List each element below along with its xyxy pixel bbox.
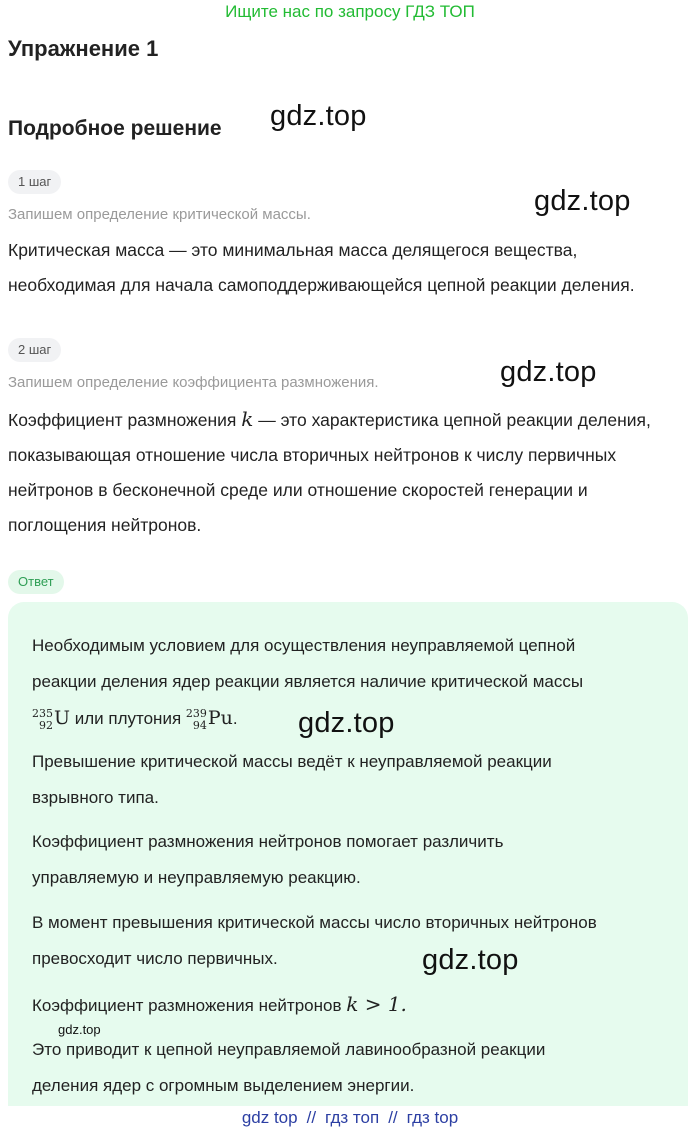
plutonium-isotope-numbers: 239 94 [185,706,207,732]
answer-box [8,602,688,1106]
answer-paragraph-2: Превышение критической массы ведёт к неуправляемой реакции взрывного типа. [32,752,552,807]
step-note-2: Запишем определение коэффициента размножения. [8,374,379,391]
exercise-title: Упражнение 1 [8,36,159,61]
step-text-1 [8,233,696,303]
answer-paragraph-1: Необходимым условием для осуществления неуправляемой цепной реакции деления ядер реакции является наличие критической массы 235 92 U или плутония 239 94 Pu. [32,636,584,732]
answer-badge: Ответ [8,570,64,594]
uranium-isotope-numbers: 235 92 [32,706,53,732]
watermark: gdz.top [270,100,367,132]
step-1-line: необходимая для начала самоподдерживающейся цепной реакции деления. [8,275,635,295]
watermark: gdz.top [422,944,519,976]
watermark-small: gdz.top [58,1022,101,1037]
step-2-line: Коэффициент размножения k — это характеристика цепной реакции деления, [8,407,651,431]
step-2-line: нейтронов в бесконечной среде или отношение скоростей генерации и [8,480,588,500]
k-variable: k [241,407,254,431]
k-inequality: k > 1. [346,992,407,1016]
step-2-line: показывающая отношение числа вторичных нейтронов к числу первичных [8,445,617,465]
answer-paragraph-3: Коэффициент размножения нейтронов помогает различить управляемую и неуправляемую реакцию. [32,832,504,887]
footer-item: гдз top [406,1108,459,1127]
solution-title: Подробное решение [8,117,222,140]
step-badge-1: 1 шаг [8,170,61,194]
step-badge-2: 2 шаг [8,338,61,362]
search-banner: Ищите нас по запросу ГДЗ ТОП [225,2,475,21]
step-note-1: Запишем определение критической массы. [8,206,311,223]
step-1-line: Критическая масса — это минимальная масса делящегося вещества, [8,240,578,260]
footer-item: gdz top [241,1108,298,1127]
step-2-line: поглощения нейтронов. [8,515,202,535]
footer-item: гдз топ [325,1108,380,1127]
watermark: gdz.top [534,185,631,217]
answer-paragraph-6: Это приводит к цепной неуправляемой лавинообразной реакции деления ядер с огромным выделением энергии. [32,1040,546,1095]
uranium-symbol: U [54,707,71,729]
plutonium-symbol: Pu [207,707,233,729]
answer-paragraph-5: Коэффициент размножения нейтронов k > 1. [32,992,407,1016]
watermark: gdz.top [500,356,597,388]
answer-paragraph-4: В момент превышения критической массы число вторичных нейтронов превосходит число первичных. [32,913,597,968]
watermark: gdz.top [298,707,395,739]
step-text-2 [8,402,696,543]
footer-links: gdz top // гдз топ // гдз top [241,1108,459,1127]
